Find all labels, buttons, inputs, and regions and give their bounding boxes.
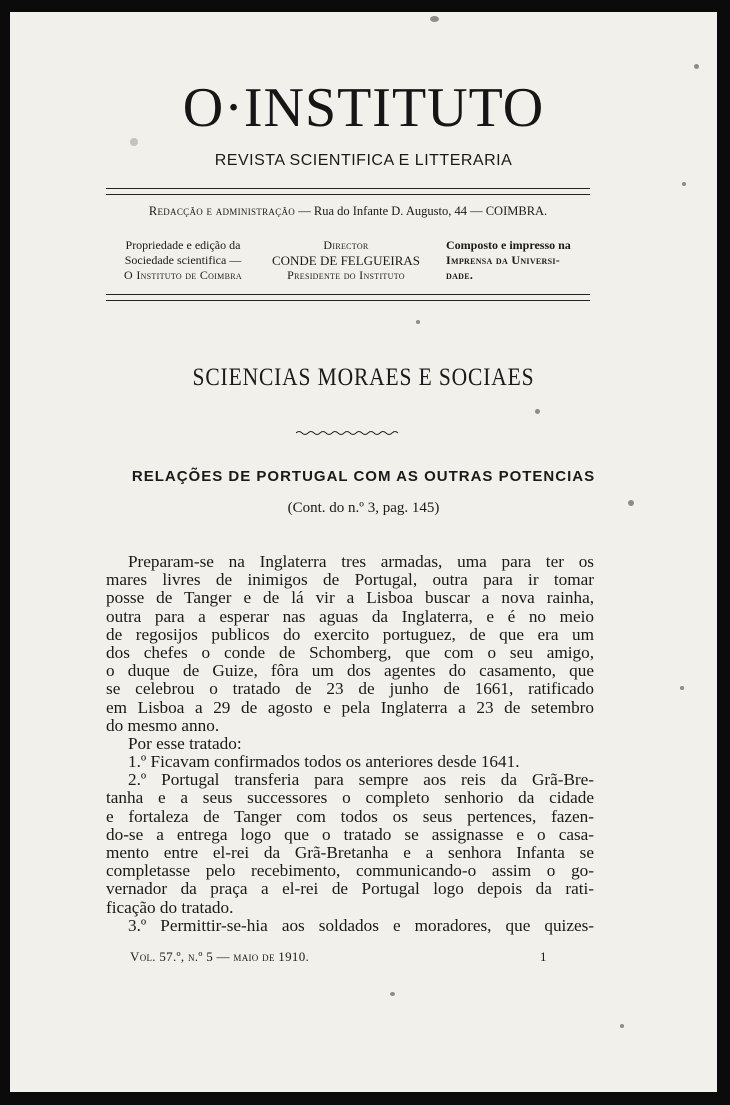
text-line: 3.º Permittir-se-hia aos soldados e moradores, que quizes-	[128, 915, 594, 935]
printer-line: Composto e impresso na	[446, 238, 571, 252]
printer-line: Imprensa da Universi-	[446, 253, 561, 267]
text-line: de regosijos publicos do exercito portuguez, de que era um	[106, 624, 594, 644]
director-label: Director	[323, 238, 369, 252]
printer-block	[446, 238, 596, 283]
text-line: posse de Tanger e de lá vir a Lisboa buscar a nova rainha,	[106, 588, 594, 608]
text-line: dos chefes o conde de Schomberg, que com o seu amigo,	[106, 642, 594, 662]
address-text: — Rua do Infante D. Augusto, 44 — COIMBRA.	[298, 204, 548, 218]
address-line	[106, 204, 590, 219]
publisher-line: O Instituto de Coimbra	[124, 268, 242, 282]
publisher-line: Propriedade e edição da	[125, 238, 241, 252]
masthead-title: O·INSTITUTO	[182, 77, 545, 139]
text-line: se celebrou o tratado de 23 de junho de 1661, ratificado	[106, 679, 594, 699]
director-role: Presidente do Instituto	[287, 268, 405, 282]
text-line: do-se a entrega logo que o tratado se assignasse e o casa-	[106, 824, 594, 844]
text-line: mares livres de inimigos de Portugal, outra para ir tomar	[106, 570, 594, 590]
text-line: completasse pelo recebimento, communicando-o assim o go-	[106, 861, 594, 881]
text-line: Por esse tratado:	[128, 733, 242, 753]
text-line: o duque de Guize, fôra um dos agentes do casamento, que	[106, 661, 594, 681]
wave-ornament	[296, 430, 400, 436]
header-rule-top	[106, 188, 590, 195]
text-line: em Lisboa a 29 de agosto e pela Inglaterra a 23 de setembro	[106, 697, 594, 717]
director-block	[256, 238, 436, 283]
text-line: do mesmo anno.	[106, 715, 220, 735]
text-line: 2.º Portugal transferia para sempre aos reis da Grã-Bre-	[128, 770, 594, 790]
journal-page	[10, 12, 717, 1092]
text-line: Preparam-se na Inglaterra tres armadas, uma para ter os	[128, 552, 594, 571]
masthead-subtitle: REVISTA SCIENTIFICA E LITTERARIA	[214, 152, 513, 169]
text-line: ficação do tratado.	[106, 897, 234, 917]
page-number: 1	[540, 949, 547, 964]
text-line: outra para a esperar nas aguas da Inglaterra, e é no meio	[106, 606, 594, 626]
continuation-note: (Cont. do n.º 3, pag. 145)	[287, 500, 440, 516]
volume-footer: Vol. 57.º, n.º 5 — maio de 1910.	[130, 949, 310, 964]
text-line: mento entre el-rei da Grã-Bretanha e a senhora Infanta se	[106, 843, 594, 862]
publisher-line: Sociedade scientifica —	[124, 253, 242, 267]
text-line: 1.º Ficavam confirmados todos os anteriores desde 1641.	[128, 752, 520, 772]
text-line: e fortaleza de Tanger com todos os seus pertences, fazen-	[106, 806, 594, 826]
director-name: CONDE DE FELGUEIRAS	[271, 253, 421, 268]
text-line: tanha e a seus successores o completo senhorio da cidade	[106, 788, 594, 808]
address-label: Redacção e administração	[148, 204, 296, 218]
printer-line: dade.	[446, 268, 474, 282]
header-rule-bottom	[106, 294, 590, 301]
text-line: vernador da praça a el-rei de Portugal logo depois da rati-	[106, 879, 594, 899]
section-title: SCIENCIAS MORAES E SOCIAES	[192, 364, 535, 391]
article-body	[106, 553, 594, 935]
article-title: RELAÇÕES DE PORTUGAL COM AS OUTRAS POTENCIAS	[131, 468, 596, 485]
publisher-block	[106, 238, 260, 283]
